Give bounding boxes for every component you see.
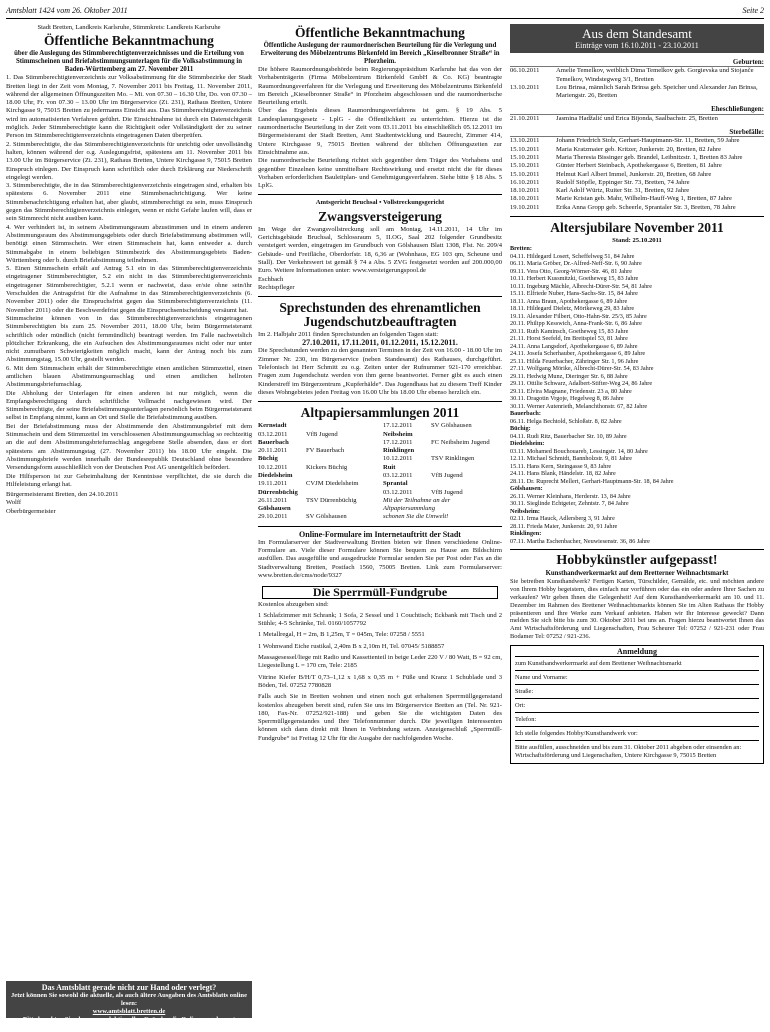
papier-cell: 20.11.2011 (258, 447, 288, 455)
date-cell: 06.10.2011 (510, 67, 540, 75)
papier-row (383, 489, 502, 497)
jugend-intro: Im 2. Halbjahr 2011 finden Sprechstunden an folgenden Tagen statt: (258, 331, 439, 339)
papier-cell: CVJM Diedelsheim (306, 480, 359, 488)
entry-cell: Karl Adolf Würtz, Ruiter Str. 31, Bretten, 92 Jahre (556, 187, 690, 195)
date-cell: 15.10.2011 (510, 170, 540, 178)
table-row (510, 84, 764, 101)
table-row (510, 115, 764, 123)
table-row (510, 146, 764, 154)
jubilar-entry: 29.11. Ottilie Schwarz, Adalbert-Stifter-Weg 24, 86 Jahre (510, 380, 653, 388)
auction-head: Amtsgericht Bruchsal • Vollstreckungsgericht (315, 199, 445, 207)
sign-date: Bürgermeisteramt Bretten, den 24.10.2011 (6, 491, 119, 499)
notice-title: Öffentliche Bekanntmachung (44, 33, 214, 49)
papier-cell: Dürrenbüchig (258, 488, 298, 496)
form-field[interactable]: Straße: (515, 688, 759, 699)
papier-row (258, 472, 377, 480)
jubilare-stand: Stand: 25.10.2011 (612, 237, 662, 245)
jubilar-entry: 18.11. Anna Braun, Apothekergasse 6, 89 Jahre (510, 297, 628, 305)
notice2-paragraph: Über das Ergebnis dieses Raumordnungsverfahrens ist gem. § 19 Abs. 5 Landesplanungsgesetz - LplG - die Öffentlichkeit zu unterrichten. Hierzu ist die raumordnerische Beurteilung in der Zeit vom 03.11.2011 bis einschließlich 05.12.2011 im Bürgermeisteramt der Stadt Bretten, Amt Stadtentwicklung und Baurecht, Zimmer 414, Untere Kirchgasse 9, 75015 Bretten während der üblichen Öffnungszeiten zur Einsichtnahme aus. (258, 107, 502, 156)
papier-cell: 03.12.2011 (258, 430, 288, 438)
papier-cell: Sprantal (383, 480, 408, 488)
online-title: Online-Formulare im Internetauftritt der Stadt (299, 529, 461, 539)
sperr-list (258, 612, 502, 743)
papier-cell: FC Neibsheim Jugend (431, 438, 490, 446)
entry-cell: Rudolf Stöpfle, Eppinger Str. 73, Bretten, 74 Jahre (556, 178, 690, 186)
papier-cell: Altpapiersammlung (383, 505, 436, 513)
jubilar-entry: 24.11. Anna Langsdorf, Apothekergasse 6, 89 Jahre (510, 342, 638, 350)
online-promo-box (6, 981, 252, 1031)
entry-cell: Maria Kratzmaier geb. Kritzer, Junkerstr. 20, Bretten, 82 Jahre (556, 145, 722, 153)
sign-role: Oberbürgermeister (6, 507, 56, 515)
jubilare-title: Altersjubilare November 2011 (550, 220, 724, 236)
notice-subtitle: über die Auslegung des Stimmberechtigtenverzeichnisses und die Erteilung von Stimmscheinen und Briefabstimmungsunterlagen für die Volksabstimmung in Baden-Württemberg am 27. November 2011 (14, 50, 244, 74)
notice-paragraph: Die Hilfsperson ist zur Geheimhaltung der Kenntnisse verpflichtet, die sie durch die Hilfeleistung erlangt hat. (6, 472, 252, 488)
sterbe-heading: Sterbefälle: (510, 128, 764, 137)
papier-row (258, 431, 377, 439)
papier-cell: 03.12.2011 (383, 471, 413, 479)
jubilar-entry: 20.11. Philipp Kesswich, Anna-Frank-Str. 6, 86 Jahre (510, 320, 642, 328)
papier-cell: 19.11.2011 (258, 480, 288, 488)
papier-cell: Gölshausen (258, 505, 291, 513)
papier-left (258, 422, 377, 522)
notice2-paragraph: Die raumordnerische Beurteilung richtet sich gegenüber dem Träger des Vorhabens und gegenüber Einzelnen keine unmittelbare Rechtswirkung und ersetzt nicht die für dieses Vorhaben erforderlichen Bauleitplan- und Genehmigungsverfahren. Siehe bitte § 18 Abs. 5 LplG. (258, 157, 502, 190)
promo-line: Das Amtsblatt gerade nicht zur Hand oder verlegt? (41, 983, 217, 992)
date-cell: 19.10.2011 (510, 203, 540, 211)
jubilar-entry: 20.11. Ruth Kaminsch, Goetheweg 15, 83 Jahre (510, 327, 629, 335)
auction-title: Zwangsversteigerung (318, 208, 442, 224)
jubilar-entry: Büchig: (510, 425, 531, 433)
papier-cell: Mit der Teilnahme an der (383, 496, 451, 504)
papier-cell: 29.10.2011 (258, 513, 288, 521)
auction-place: Eschbach (258, 275, 284, 283)
jubilar-entry: 30.11. Werner Autenrieth, Melanchthonstr. 67, 82 Jahre (510, 402, 648, 410)
jubilar-entry: 15.11. Elfriede Nuber, Hans-Sachs-Str. 15, 84 Jahre (510, 290, 638, 298)
jubilar-entry: 03.11. Mohamed Bouchouareb, Lessingstr. 14, 80 Jahre (510, 447, 648, 455)
jubilar-entry: Diedelsheim: (510, 440, 545, 448)
auction-role: Rechtspfleger (258, 283, 295, 291)
entry-cell: Maria Theresia Bissinger geb. Brandel, Leibnitzstr. 1, Bretten 83 Jahre (556, 153, 743, 161)
hobby-title: Hobbykünstler aufgepasst! (556, 553, 718, 569)
header-issue: Amtsblatt 1424 vom 26. Oktober 2011 (6, 6, 128, 15)
jubilar-entry: 10.11. Ingeburg Mächle, Albrecht-Dürer-Str. 54, 81 Jahre (510, 282, 652, 290)
jubilar-entry: 12.11. Michael Schmidt, Bannholzstr. 9, 81 Jahre (510, 455, 632, 463)
entry-cell: Amelie Temelkov, weiblich Dima Temelkov geb. Gorgievska und Stojanče Temelkov, Windstegweg 3/1, Bretten (556, 67, 754, 83)
papier-cell: TSV Dürrenbüchig (306, 496, 357, 504)
papier-row (383, 505, 502, 513)
notice-paragraph: Bei der Briefabstimmung muss der Abstimmende den Abstimmungsbrief mit dem Stimmschein und dem Stimmzettel im verschlossenen Abstimmungsumschlag so rechtzeitig an die auf dem Abstimmungsbriefumschlag angegebene Stelle absenden, dass er dort spätestens am Abstimmungstag (27. November 2011) bis 18.00 Uhr eingeht. Die Abstimmungsbriefe werden innerhalb der Bundesrepublik Deutschland ohne besondere Versendungsform ausschließlich von der Deutschen Post AG unentgeltlich befördert. (6, 422, 252, 472)
header-page: Seite 2 (742, 6, 764, 15)
hobby-sub: Kunsthandwerkermarkt auf dem Bretterner Weihnachtsmarkt (545, 570, 729, 578)
date-cell: 15.10.2011 (510, 145, 540, 153)
promo-line: Jetzt können Sie sowohl die aktuelle, als auch ältere Ausgaben des Amtsblatts online lesen: (11, 992, 247, 1007)
papier-cell: TSV Rinklingen (431, 455, 475, 463)
papier-row (258, 489, 377, 497)
table-row (510, 137, 764, 145)
notice2-body (258, 66, 502, 190)
jubilar-entry: 06.11. Helga Bechtold, Schloßstr. 8, 82 Jahre (510, 417, 622, 425)
sperr-item: Falls auch Sie in Bretten wohnen und einen noch gut erhaltenen Sperrmüllgegenstand kostenlos abzugeben bereit sind, rufen Sie uns im Bürgerservice Bretten an (Tel. Nr. 921-180, Fax-Nr. 07252/921-188) und geben Sie die wichtigsten Daten des Sperrmüllgegenstandes und Ihre Telefonnummer durch. Die jeweiligen Interessenten können sich dann direkt mit Ihnen in Verbindung setzen. Anzeigenschluß „Sperrmüll-Fundgrube“ ist Freitag 12 Uhr für die Ausgabe der nachfolgenden Woche. (258, 693, 502, 742)
table-row (510, 154, 764, 162)
papier-row (383, 447, 502, 455)
papier-title: Altpapiersammlungen 2011 (300, 405, 460, 421)
sperr-item: 1 Metallregal, H = 2m, B 1,25m, T = 045m, Tele: 07258 / 5551 (258, 631, 425, 639)
papier-cell: 03.12.2011 (383, 488, 413, 496)
papier-cell: Diedelsheim (258, 471, 293, 479)
jubilar-entry: 21.11. Horst Seefeld, Im Breitspiel 53, 81 Jahre (510, 335, 628, 343)
hobby-body: Sie betreiben Kunsthandwerk? Fertigen Karten, Türschilder, Gemälde, etc. und möchten andere von Ihrem Hobby begeistern, dies einfach nur vorführen oder das ein oder andere Ihrer Sachen zu verkaufen? Wir geben Ihnen die Gelegenheit! Auf dem Kunsthandwerkermarkt am 10. und 11. Dezember im Rahmen des Brettener Weihnachtsmarkts können Sie im Alten Rathaus Ihr Hobby präsentieren und Ihre Werke zum Verkauf anbieten. Haben wir Ihr Interesse geweckt? Dann melden Sie sich bitte bis zum 30. Oktober 2011 bei uns an. Fragen hierzu beantwortet Ihnen das Amt Wirtschaftsförderung und Liegenschaften, Frau Scheurer Tel: 07252 / 921-231 oder Frau Bodamer Tel: 07252 / 921-236. (510, 578, 764, 640)
jugend-dates: 27.10.2011, 17.11.2011, 01.12.2011, 15.12.2011. (302, 338, 458, 348)
jubilar-entry: 09.11. Vera Otto, Georg-Wörner-Str. 46, 81 Jahre (510, 267, 632, 275)
papier-cell: Bauerbach (258, 438, 289, 446)
entry-cell: Günter Herbert Steinbach, Apothekergasse 6, Bretten, 81 Jahre (556, 162, 722, 170)
notice-place: Stadt Bretten, Landkreis Karlsruhe, Stimmkreis: Landkreis Karlsruhe (37, 24, 221, 31)
papier-row (383, 455, 502, 463)
papier-row (383, 480, 502, 488)
jubilar-entry: 18.11. Hildegard Dieletz, Mörikeweg 29, 83 Jahre (510, 305, 635, 313)
papier-cell: Ruit (383, 463, 396, 471)
jubilar-entry: 28.11. Frieda Maier, Junkerstr. 20, 91 Jahre (510, 522, 618, 530)
form-field[interactable]: Telefon: (515, 716, 759, 727)
form-field[interactable]: Ort: (515, 702, 759, 713)
jugend-title: Sprechstunden des ehrenamtlichen Jugendschutzbeauftragten (279, 300, 481, 330)
geburten-table (510, 67, 764, 100)
promo-link[interactable]: www.amtsblatt.bretten.de (92, 1008, 166, 1015)
notice-paragraph: Die Abholung der Unterlagen für einen anderen ist nur möglich, wenn die Empfangsberechtigung durch schriftliche Vollmacht nachgewiesen wird. Der Stimmberechtigte, der seine Briefabstimmungsunterlagen persönlich beim Bürgermeisteramt selbst in Empfang nimmt, kann an Ort und Stelle die Briefabstimmung ausüben. (6, 389, 252, 422)
notice-paragraph: 1. Das Stimmberechtigtenverzeichnis zur Volksabstimmung für die Stimmbezirke der Stadt Bretten liegt in der Zeit vom Montag, 7. November 2011 bis Freitag, 11. November 2011, während der allgemeinen Öffnungszeiten Mo. – Mi. von 07.30 – 16.30 Uhr, Do. von 07.30 – 18.00 Uhr, Fr. von 07.30 – 13.00 Uhr im Bürgerservice (Zi. 231), Rathaus Bretten, Untere Kirchgasse 9, 75015 Bretten zu jedermanns Einsicht aus. Das Stimmberechtigtenverzeichnis wird im automatisierten Verfahren geführt. Die Einsichtnahme ist durch ein Datensichtgerät möglich. Jeder Stimmberechtigte kann die Richtigkeit oder Vollständigkeit der zu seiner Person im Stimmberechtigtenverzeichnis eingetragenen Daten überprüfen. (6, 74, 252, 140)
notice-paragraph: Stimmscheine können von in das Stimmberechtigtenverzeichnis eingetragenen Stimmberechtigten bis zum 25. November 2011, 18.00 Uhr, beim Bürgermeisteramt schriftlich oder mündlich (nicht fernmündlich) beantragt werden. Im Falle nachweislich plötzlicher Erkrankung, die ein Aufsuchen des Abstimmungsraumes nicht oder nur unter nicht zumutbaren Schwierigkeiten möglich macht, kann der Antrag noch bis zum Abstimmungstag, 15.00 Uhr, gestellt werden. (6, 314, 252, 364)
entry-cell: Lou Brinsa, männlich Sarah Brinsa geb. Speicher und Alexander Jan Brinsa, Mariengstr. 26, Bretten (556, 83, 758, 100)
jubilar-entry: Gölshausen: (510, 485, 543, 493)
papier-cell: schonen Sie die Umwelt! (383, 513, 449, 521)
entry-cell: Marie Kristan geb. Mahr, Wilhelm-Hauff-Weg 1, Bretten, 87 Jahre (556, 195, 732, 203)
jubilar-entry: 19.11. Alexander Filbert, Otto-Hahn-Str. 25/3, 85 Jahre (510, 312, 647, 320)
standesamt-banner (510, 24, 764, 53)
papier-cell: FV Bauerbach (306, 447, 345, 455)
jubilare-list (510, 245, 764, 545)
auction-body: Im Wege der Zwangsvollstreckung soll am Montag, 14.11.2011, 14 Uhr im Gerichtsgebäude Bruchsal, Schlossraum 5, II.OG, Saal 202 folgender Grundbesitz versteigert werden, eingetragen im Grundbuch von Gölshausen Blatt 1308, Flst. Nr. 209/4 Gebäude- und Freifläche, Oberdorfstr. 18, 6,36 ar (Wohnhaus, EG 103 qm, Scheune und Stall). Der Verkehrswert ist gemäß § 74 a Abs. 5 ZVG festgesetzt worden auf 200.000,00 Euro. Weitere Informationen unter: www.versteigerungspool.de (258, 225, 502, 275)
papier-cell: Büchig (258, 455, 278, 463)
papier-row (258, 480, 377, 488)
papier-cell: SV Gölshausen (431, 422, 472, 430)
ehe-table (510, 115, 764, 123)
entry-cell: Johann Friedrich Stolz, Gerhart-Hauptmann-Str. 11, Bretten, 59 Jahre (556, 137, 740, 145)
table-row (510, 204, 764, 212)
jubilar-entry: 28.11. Dr. Ruprecht Mellert, Gerhart-Hauptmann-Str. 18, 84 Jahre (510, 477, 674, 485)
entry-cell: Erika Anna Gropp geb. Scheerle, Sprantaler Str. 3, Bretten, 78 Jahre (556, 203, 736, 211)
entry-cell: Jasmina Hadžalić und Erica Bijonda, Saalbachstr. 25, Bretten (556, 114, 718, 122)
papier-table (258, 422, 502, 522)
papier-cell: SV Gölshausen (306, 513, 347, 521)
jubilar-entry: 07.11. Martha Eschenbacher, Neuwiesenstr. 36, 86 Jahre (510, 537, 650, 545)
sterbe-table (510, 137, 764, 212)
papier-row (383, 464, 502, 472)
sperr-item: Vitrine Kiefer B/H/T 0,73–1,12 x 1,68 x 0,35 m + Füße und Kranz 1 Schublade und 3 Böden, Tel. 07252 7780828 (258, 673, 502, 689)
column-middle (258, 24, 502, 1018)
sperr-sub: Kostenlos abzugeben sind: (258, 600, 329, 608)
jubilar-entry: 26.11. Werner Kleinhans, Herderstr. 13, 84 Jahre (510, 492, 631, 500)
jubilar-entry: 25.11. Hilda Feuerbacher, Zähringer Str. 1, 96 Jahre (510, 357, 639, 365)
date-cell: 13.10.2011 (510, 83, 540, 91)
papier-row (258, 505, 377, 513)
sperr-title: Die Sperrmüll-Fundgrube (262, 586, 498, 598)
papier-row (258, 497, 377, 505)
date-cell: 18.10.2011 (510, 195, 540, 203)
papier-row (258, 513, 377, 521)
table-row (510, 195, 764, 203)
papier-cell: 10.12.2011 (258, 463, 288, 471)
papier-cell: Kernstadt (258, 422, 287, 430)
notice-paragraph: 4. Wer verhindert ist, in seinem Abstimmungsraum abzustimmen und in einem anderen Abstimmungsraum des Abstimmungsgebiets oder durch Briefabstimmung abstimmen will, benötigt einen Stimmschein. Wer einen Stimmschein hat, kann entweder a. durch Stimmabgabe in einem beliebigen Stimmbezirk des Abstimmungsgebiets Baden-Württemberg oder b. durch Briefabstimmung teilnehmen. (6, 223, 252, 264)
table-row (510, 67, 764, 84)
jubilar-entry: Bauerbach: (510, 410, 541, 418)
papier-row (383, 497, 502, 505)
papier-cell: Kickers Büchig (306, 463, 348, 471)
jubilar-entry: 29.11. Hedwig Munz, Dieringer Str. 6, 88 Jahre (510, 372, 628, 380)
table-row (510, 187, 764, 195)
jubilar-entry: 24.11. Josefa Scherhauber, Apothekergasse 6, 89 Jahre (510, 350, 646, 358)
papier-cell: 17.12.2011 (383, 422, 413, 430)
papier-row (258, 447, 377, 455)
standesamt-title: Aus dem Standesamt (582, 26, 692, 41)
papier-row (383, 422, 502, 430)
papier-right (383, 422, 502, 522)
papier-row (258, 455, 377, 463)
notice-paragraph: 3. Stimmberechtigte, die in das Stimmberechtigtenverzeichnis eingetragen sind, erhalten bis spätestens 6. November 2011 eine Stimmbenachrichtigung. Wer keine Stimmbenachrichtigung erhalten hat, aber glaubt, stimmberechtigt zu sein, muss Einspruch gegen das Stimmberechtigtenverzeichnis einlegen, wenn er nicht Gefahr laufen will, dass er sein Stimmrecht nicht ausüben kann. (6, 182, 252, 223)
jubilar-entry: 29.11. Elvira Magnane, Friedenstr. 23 a, 80 Jahre (510, 387, 632, 395)
jugend-body: Die Sprechstunden werden zu den genannten Terminen in der Zeit von 16.00 - 18.00 Uhr im Zimmer Nr. 230, im Bürgerservice (neben Standesamt) des Rathauses, durchgeführt. Telefonisch ist Herr Schmitt zu o.g. Zeiten unter der Rufnummer 921-170 erreichbar. Fragen zum Jugendschutz werden von ihm gerne beantwortet. Ferner gibt es auch einen Kinderstreff im Bürgerzentrum „Kupferhälde“. Das Jugendhaus hat zu diesem Treff Kinder dieses Wohngebietes jeden Freitag von 16.00 Uhr bis 18.00 Uhr ebenso herzlich ein. (258, 347, 502, 396)
date-cell: 13.10.2011 (510, 137, 540, 145)
papier-cell: VfB Jugend (306, 430, 338, 438)
papier-row (383, 472, 502, 480)
jubilar-entry: Rinklingen: (510, 530, 542, 538)
date-cell: 15.10.2011 (510, 153, 540, 161)
papier-row (383, 431, 502, 439)
table-row (510, 162, 764, 170)
jubilar-entry: 04.11. Rudi Ritz, Bauerbacher Str. 10, 89 Jahre (510, 432, 627, 440)
online-body: Im Formularserver der Stadtverwaltung Bretten bieten wir Ihnen verschiedene Online-Formulare an. Viele dieser Formulare können Sie bequem zu Hause am Bildschirm ausfüllen. Das ausgefüllte und ausgedruckte Formular senden Sie per Post oder Fax an die Stadtverwaltung Bretten, Postfach 1560, 75005 Bretten. Link zum Formularserver: www.bretten.de/cms/node/9327 (258, 538, 502, 579)
standesamt-range: Einträge vom 16.10.2011 - 23.10.2011 (575, 41, 699, 50)
jubilar-entry: 10.11. Herbert Kussmitzki, Goetheweg 15, 83 Jahre (510, 275, 639, 283)
notice-paragraph: 6. Mit dem Stimmschein erhält der Stimmberechtigte einen amtlichen Stimmzettel, einen amtlichen blauen Abstimmungsumschlag und einen amtlichen hellroten Abstimmungsbriefumschlag. (6, 364, 252, 389)
notice2-paragraph: Die höhere Raumordnungsbehörde beim Regierungspräsidium Karlsruhe hat das von der Vorhabenträgerin (Firma Möbelzentrum Birkenfeld GmbH & Co. KG) beantragte Raumordnungsverfahren für die Verlegung und Erweiterung des Möbelzentrums Birkenfeld im Bereich „Kieselbronner Straße“ in Pforzheim abgeschlossen und die raumordnerische Beurteilung erteilt. (258, 66, 502, 107)
papier-cell: Rinklingen (383, 447, 415, 455)
sperr-item: 1 Wohnwand Eiche rustikal, 2,40m B x 2,10m H, Tel. 07045/ 5188857 (258, 642, 445, 650)
jubilar-entry: Neibsheim: (510, 507, 540, 515)
table-row (510, 171, 764, 179)
jubilar-entry: 02.11. Irma Hauck, Adlersberg 3, 91 Jahre (510, 515, 615, 523)
jubilar-entry: 15.11. Hans Kern, Steingasse 9, 83 Jahre (510, 462, 612, 470)
entry-cell: Helmut Karl Albert Immel, Junkerstr. 20, Bretten, 68 Jahre (556, 170, 712, 178)
date-cell: 15.10.2011 (510, 162, 540, 170)
papier-row (383, 513, 502, 521)
date-cell: 16.10.2011 (510, 178, 540, 186)
papier-row (383, 439, 502, 447)
notice-paragraph: 2. Stimmberechtigte, die das Stimmberechtigtenverzeichnis für unrichtig oder unvollständig halten, können während der o.g. Auslegungsfrist, spätestens am 11. November 2011 bis 13.00 Uhr im Bürgerservice (Zi. 231), Rathaus Bretten, Untere Kirchgasse 9, 75015 Bretten Einspruch einlegen. Der Einspruch kann schriftlich oder durch Erklärung zur Niederschrift eingelegt werden. (6, 140, 252, 181)
jubilar-entry: 06.11. Maria Gröber, Dr.-Alfred-Neff-Str. 6, 90 Jahre (510, 260, 642, 268)
column-left (6, 24, 252, 1031)
papier-cell: 26.11.2011 (258, 496, 288, 504)
form-field: zum Kunsthandwerkermarkt auf dem Brettener Weihnachtsmarkt (515, 660, 759, 671)
column-right (510, 24, 764, 1018)
jubilar-entry: 30.11. Dragotin Vrgoje, Hegelweg 8, 86 Jahre (510, 395, 624, 403)
notice-paragraph: 5. Einen Stimmschein erhält auf Antrag 5.1 ein in das Stimmberechtigtenverzeichnis eingetragener Stimmberechtigter, 5.2 ein nicht in das Stimmberechtigtenverzeichnis eingetragener Stimmberechtigter, 5.2.1 wenn er nachweist, dass er/sie ohne sein/ihr Verschulden die Antragsfrist für die Aufnahme in das Stimmberechtigtenverzeichnis (6. November 2011) oder die Einspruchsfrist gegen das Stimmberechtigtenverzeichnis (11. November 2011) oder die Beschwerdefrist gegen die Einspruchsentscheidung versäumt hat. (6, 265, 252, 314)
form-title: Anmeldung (515, 648, 759, 657)
sperr-item: Massagesessel/liege mit Radio und Kassettenteil in beige Leder 220 V / 80 Watt, B = 92 cm, Liegestellung L = 170 cm, Tele: 2185 (258, 654, 502, 670)
jubilar-entry: 04.11. Hildegard Losert, Scheffelweg 51, 84 Jahre (510, 252, 635, 260)
form-field[interactable]: Ich stelle folgendes Hobby/Kunsthandwerk vor: (515, 730, 759, 741)
jubilar-entry: 30.11. Sieglinde Echtgeier, Zehntstr. 7, 84 Jahre (510, 500, 629, 508)
date-cell: 21.10.2011 (510, 114, 540, 122)
notice2-title: Öffentliche Bekanntmachung (295, 25, 465, 40)
form-lines (515, 660, 759, 741)
ehe-heading: Eheschließungen: (510, 105, 764, 114)
promo-line: Bitte beachten Sie, dass aus redaktionellen Gründen die Onlineausgabe erst donnerstags zur Verfügung steht. (22, 1016, 236, 1031)
notice2-subtitle: Öffentliche Auslegung der raumordnerischen Beurteilung für die Verlegung und Erweiterung des Möbelzentrums Birkenfeld im Bereich „Kieselbronner Straße“ in Pforzheim. (260, 42, 500, 65)
papier-cell: VfB Jugend (431, 471, 463, 479)
jubilar-entry: 27.11. Wolfgang Mörike, Albrecht-Dürer-Str. 54, 83 Jahre (510, 365, 654, 373)
papier-cell: Neibsheim (383, 430, 413, 438)
papier-row (258, 439, 377, 447)
papier-row (258, 422, 377, 430)
form-field[interactable]: Name und Vorname: (515, 674, 759, 685)
sperr-item: 1 Schlafzimmer mit Schrank; 1 Sofa, 2 Sessel und 1 Couchtisch; Eckbank mit Tisch und 2 Stühle; 4-5 Schränke, Tel. 0160/1057792 (258, 611, 502, 628)
table-row (510, 179, 764, 187)
papier-cell: 17.12.2011 (383, 438, 413, 446)
sign-name: Wolff (6, 499, 22, 507)
page-header (6, 6, 764, 19)
date-cell: 18.10.2011 (510, 187, 540, 195)
registration-form (510, 645, 764, 764)
papier-row (258, 464, 377, 472)
jubilar-entry: Bretten: (510, 245, 532, 253)
form-footer: Bitte ausfüllen, ausschneiden und bis zum 31. Oktober 2011 abgeben oder einsenden an: Wirtschaftsförderung und Liegenschaften, Untere Kirchgasse 9, 75015 Bretten (515, 744, 742, 760)
geburten-heading: Geburten: (510, 58, 764, 67)
notice-body (6, 74, 252, 489)
jubilar-entry: 24.11. Hans Blank, Händelstr. 18, 82 Jahre (510, 470, 616, 478)
papier-cell: VfB Jugend (431, 488, 463, 496)
papier-cell: 10.12.2011 (383, 455, 413, 463)
